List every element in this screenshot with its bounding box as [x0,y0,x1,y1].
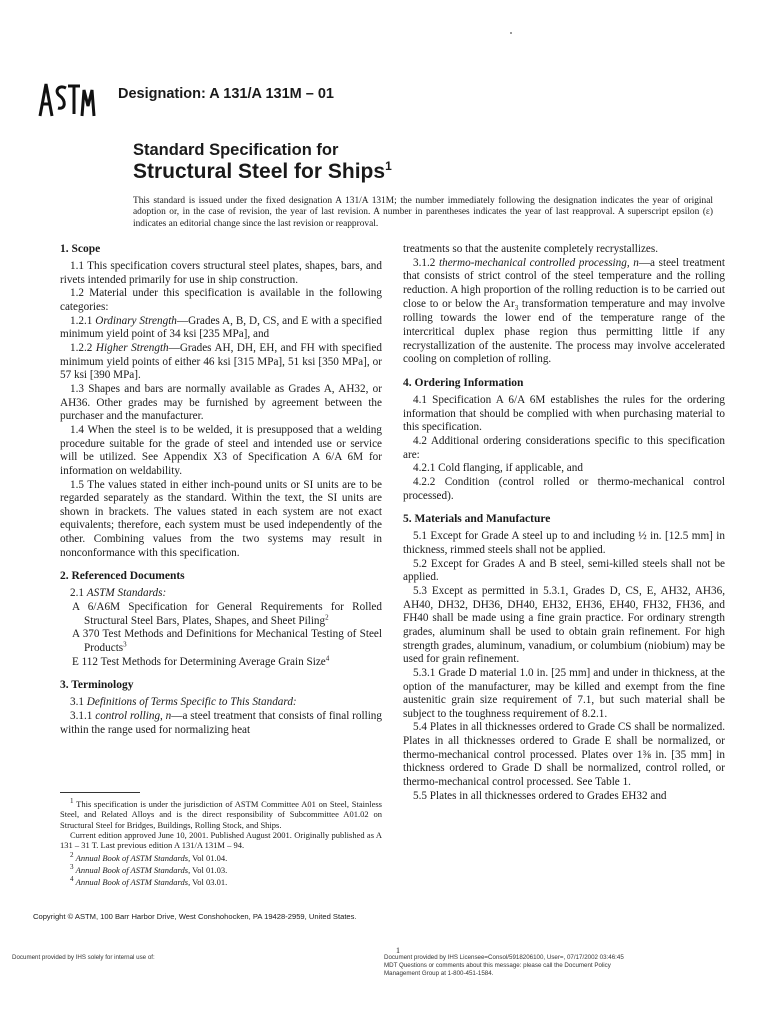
footnote-volume: , Vol 01.04. [188,852,228,863]
term-thermo-mechanical: thermo-mechanical controlled processing, n [439,256,639,269]
scan-speck [510,32,512,34]
para-number: 3.1.2 [413,256,439,269]
paragraph-1-3: 1.3 Shapes and bars are normally available as Grades A, AH32, or AH36. Other grades may be furnished by agreement between the purchaser and the manufacturer. [60,382,382,423]
paragraph-1-2: 1.2 Material under this specification is available in the following categories: [60,287,382,313]
subscript: 3 [514,303,519,312]
footnote-mark: 1 [70,797,74,805]
paragraph-4-2-1: 4.2.1 Cold flanging, if applicable, and [413,462,583,475]
paragraph-1-1: 1.1 This specification covers structural steel plates, shapes, bars, and rivets intended primarily for use in ship construction. [60,260,382,286]
term-higher-strength: Higher Strength [95,341,169,354]
paragraph-1-2-1 [60,315,382,342]
paragraph-5-3: 5.3 Except as permitted in 5.3.1, Grades D, CS, E, AH32, AH36, AH40, DH32, DH36, DH40, EH32, EH36, EH40, FH32, FH36, and FH40 shall be made using a fine grain practice. For ordinary strength grades, aluminum shall be used to obtain grain refinement. For high strength grades, aluminum, vanadium, or columbium (niobium) may be used for grain refinement. [403,584,725,666]
reference-a370 [72,628,382,655]
footnote-text: Annual Book of ASTM Standards [75,876,189,887]
term-definitions: Definitions of Terms Specific to This Standard: [86,696,297,709]
term-ordinary-strength: Ordinary Strength [95,314,177,327]
title-line-2 [133,160,392,184]
footnotes [60,792,382,887]
section-heading-materials: 5. Materials and Manufacture [403,513,551,526]
right-column [403,243,725,803]
reference-a6 [72,601,382,628]
para-text: transformation temperature and may involve rolling towards the lower end of the temperature range of the intercritical duplex phase region thus permitting little if any recrystallization of the austenite. The process may involve accelerated cooling on completion of rolling. [403,297,725,366]
section-heading-terminology: 3. Terminology [60,679,134,692]
astm-logo-icon [36,78,96,122]
standard-note: This standard is issued under the fixed designation A 131/A 131M; the number immediately following the designation indicates the year of original adoption or, in the case of revision, the year of last revision. A number in parentheses indicates the year of last reapproval. A superscript epsilon (ε) indicates an editorial change since the last revision or reapproval. [133,196,713,229]
footnote-2 [60,851,382,863]
provider-note-right [384,954,714,977]
provider-note-line: MDT Questions or comments about this message: please call the Document Policy [384,961,611,969]
footnote-mark: 3 [70,862,74,871]
section-heading-referenced-documents: 2. Referenced Documents [60,570,185,583]
footnote-mark: 2 [325,613,329,622]
paragraph-5-4: 5.4 Plates in all thicknesses ordered to Grade CS shall be normalized. Plates in all thicknesses ordered to Grade E shall be normalized, or thermo-mechanical control processed. Plates over 1⅜ in. [35 mm] in thickness ordered to Grade D shall be normalized, control rolled, or thermo-mechanical control processed. See Table 1. [403,721,725,789]
reference-text: E 112 Test Methods for Determining Average Grain Size [72,655,326,668]
footnote-4 [60,875,382,887]
section-heading-ordering-information: 4. Ordering Information [403,377,524,390]
paragraph-1-4: 1.4 When the steel is to be welded, it is presupposed that a welding procedure suitable for the grade of steel and intended use or service will be utilized. See Appendix X3 of Specification A 6/A 6M for information on weldability. [60,423,382,477]
paragraph-3-1-1-continued: treatments so that the austenite completely recrystallizes. [403,243,659,255]
footnote-1-edition: Current edition approved June 10, 2001. Published August 2001. Originally published as A 131 – 31 T. Last previous edition A 131/A 131M – 94. [60,829,382,851]
title-footnote-mark: 1 [385,159,392,173]
title-text: Structural Steel for Ships [133,160,386,183]
footnote-1 [60,797,382,830]
provider-note-line: Document provided by IHS Licensee=Consol/5918206100, User=, 07/17/2002 03:46:45 [384,954,624,961]
footnote-text: Annual Book of ASTM Standards [75,864,189,875]
page-number: 1 [396,946,400,955]
paragraph-5-5: 5.5 Plates in all thicknesses ordered to Grades EH32 and [413,789,667,802]
para-text: —Grades AH, DH, EH, and FH with specified minimum yield points of either 46 ksi [315 MPa], 51 ksi [350 MPa], or 57 ksi [390 MPa]. [60,341,382,382]
para-number: 1.2.2 [70,341,96,354]
provider-note-line: Management Group at 1-800-451-1584. [384,969,494,977]
para-text: —a steel treatment that consists of strict control of the steel temperature and the rolling reduction. A high proportion of the rolling reduction is to be carried out close to or below the Ar [403,256,725,310]
copyright-line: Copyright © ASTM, 100 Barr Harbor Drive, West Conshohocken, PA 19428-2959, United States. [33,912,357,921]
footnote-volume: , Vol 01.03. [188,864,228,875]
paragraph-5-1: 5.1 Except for Grade A steel up to and including ½ in. [12.5 mm] in thickness, rimmed steels shall not be applied. [403,530,725,556]
term-control-rolling: control rolling, n [95,710,172,723]
footnote-text: This specification is under the jurisdiction of ASTM Committee A01 on Steel, Stainless Steel, and Related Alloys and is the direct responsibility of Subcommittee A01.02 on Structural Steel for Bridges, Buildings, Rolling Stock, and Ships. [60,798,382,830]
paragraph-2-1 [60,587,382,601]
footnote-mark: 4 [70,875,74,883]
designation: Designation: A 131/A 131M – 01 [118,86,334,102]
footnote-3 [60,863,382,875]
paragraph-4-2: 4.2 Additional ordering considerations specific to this specification are: [403,435,725,461]
para-number: 2.1 [70,587,87,600]
footnote-mark: 4 [325,654,330,663]
para-number: 3.1 [70,696,87,709]
footnote-mark: 2 [70,850,74,859]
footnote-volume: , Vol 03.01. [188,876,228,887]
footnote-text: Annual Book of ASTM Standards [75,852,189,863]
reference-text: A 370 Test Methods and Definitions for Mechanical Testing of Steel Products [72,628,382,655]
footnote-rule [60,792,140,793]
provider-note-left: Document provided by IHS solely for internal use of: [12,954,155,961]
reference-e112 [72,656,382,670]
paragraph-1-5: 1.5 The values stated in either inch-pound units or SI units are to be regarded separately as the standard. Within the text, the SI units are shown in brackets. The values stated in each system are not exact equivalents; therefore, each system must be used independently of the other. Combining values from the two systems may result in nonconformance with this specification. [60,478,382,559]
para-number: 3.1.1 [70,710,96,723]
paragraph-1-2-2 [60,342,382,383]
para-text: —a steel treatment that consists of final rolling within the range used for normalizing heat [60,710,382,736]
para-text: —Grades A, B, D, CS, and E with a specified minimum yield point of 34 ksi [235 MPa], and [60,314,382,341]
term-astm-standards: ASTM Standards: [86,587,167,600]
paragraph-5-2: 5.2 Except for Grades A and B steel, semi-killed steels shall not be applied. [403,557,725,584]
left-column [60,242,382,737]
section-heading-scope: 1. Scope [60,243,101,255]
paragraph-4-2-2: 4.2.2 Condition (control rolled or thermo-mechanical control processed). [403,475,725,502]
para-number: 1.2.1 [70,314,96,327]
paragraph-4-1: 4.1 Specification A 6/A 6M establishes the rules for the ordering information that should be complied with when purchasing material to this specification. [403,394,725,434]
footnote-mark: 3 [123,640,127,649]
paragraph-5-3-1: 5.3.1 Grade D material 1.0 in. [25 mm] and under in thickness, at the option of the manufacturer, may be killed and exempt from the fine austenitic grain size requirement of 7.1, but such material shall be subject to the toughness requirement of 8.2.1. [403,666,725,720]
paragraph-3-1-2 [403,257,725,367]
paragraph-3-1 [60,696,382,710]
paragraph-3-1-1 [60,710,382,737]
reference-text: A 6/A6M Specification for General Requirements for Rolled Structural Steel Bars, Plates, Shapes, and Sheet Piling [72,601,382,627]
title-line-1: Standard Specification for [133,141,339,159]
